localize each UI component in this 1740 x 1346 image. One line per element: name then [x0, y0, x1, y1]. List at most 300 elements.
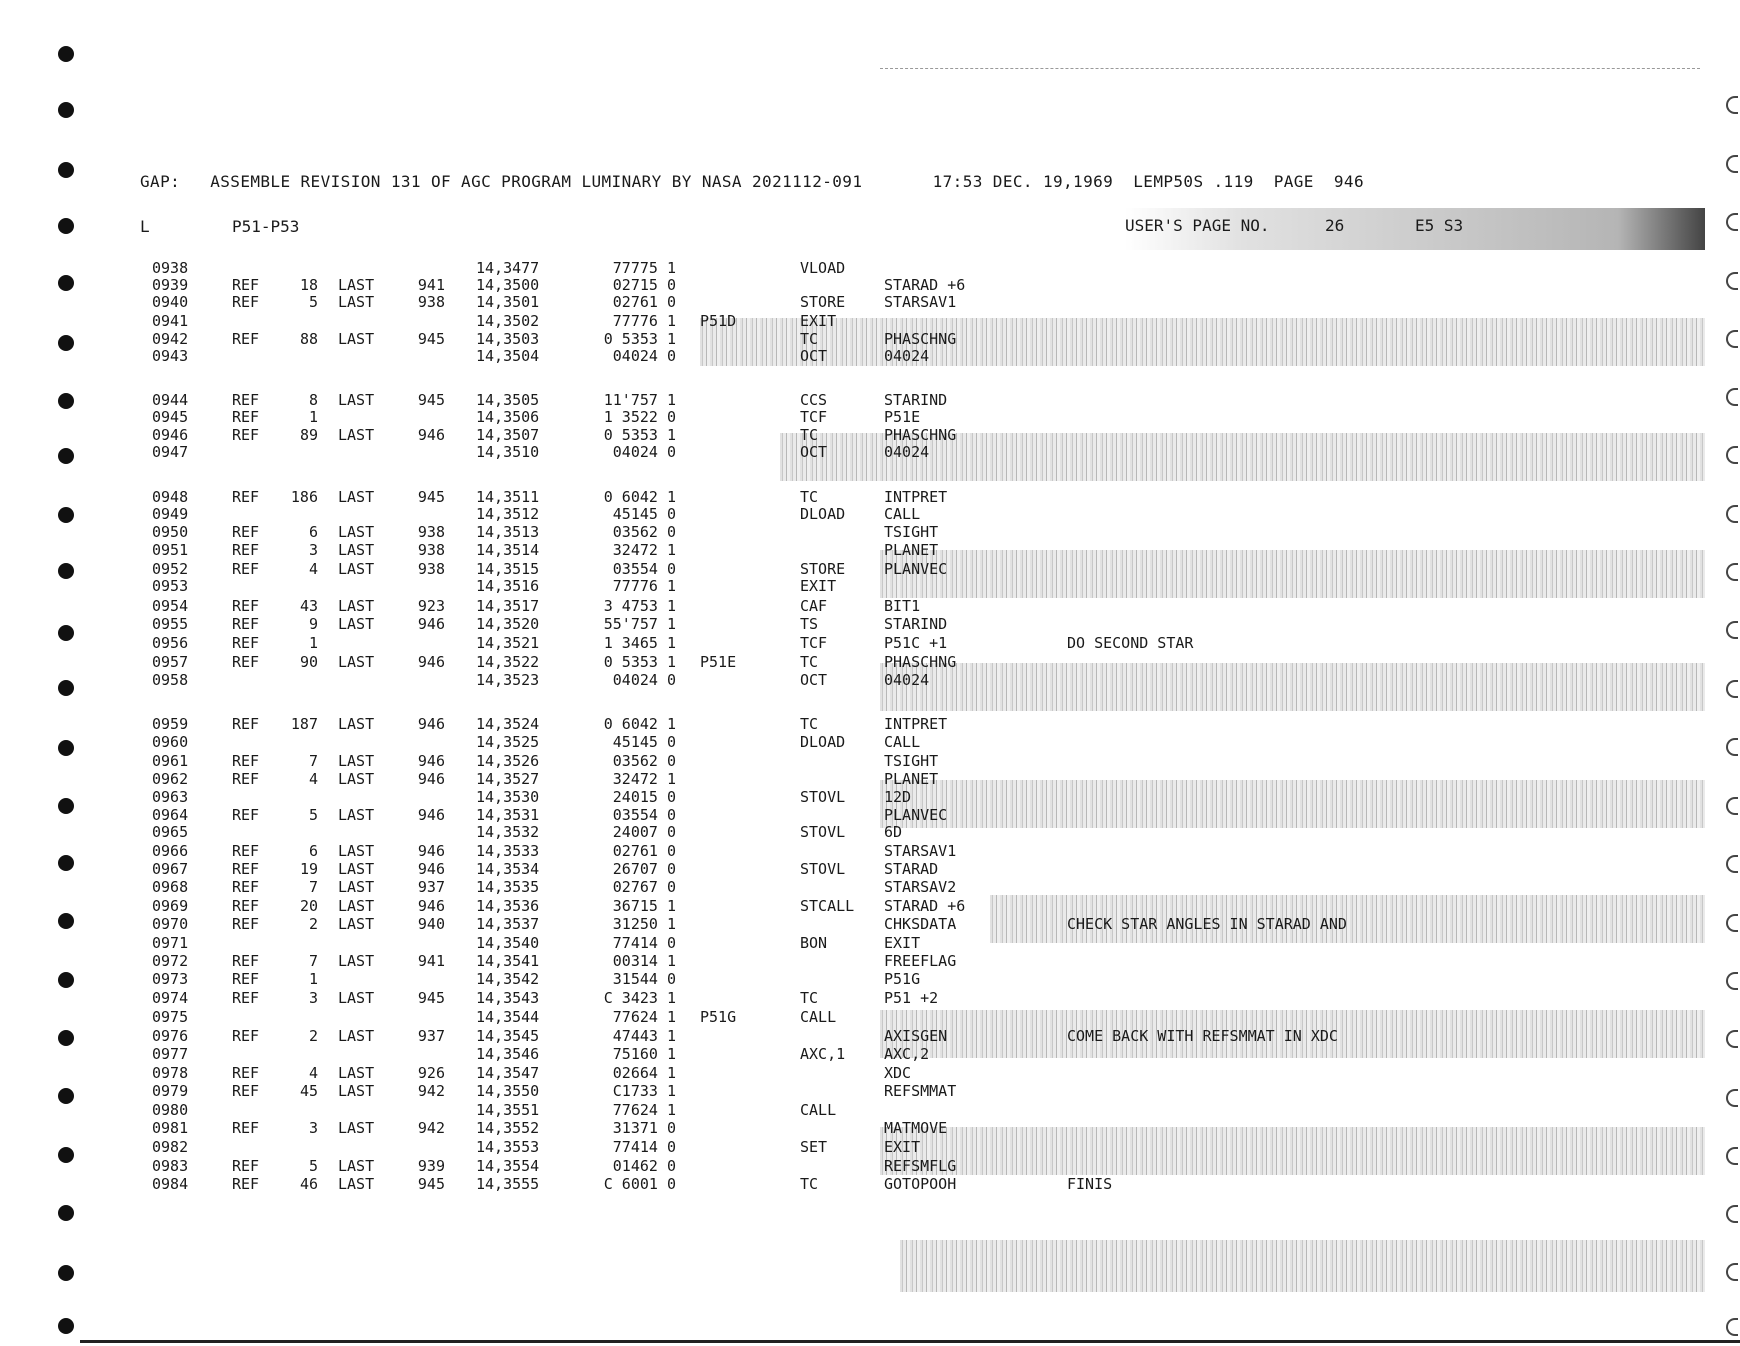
listing-operand: 04024: [884, 671, 930, 689]
listing-octal: 02767 0: [612, 878, 676, 896]
listing-addr: 14,3513: [476, 523, 540, 541]
listing-octal: 77775 1: [612, 259, 676, 277]
listing-octal: 45145 0: [612, 505, 676, 523]
listing-row: [0, 1175, 1740, 1194]
listing-lastn: 941: [417, 276, 445, 294]
listing-octal: 03554 0: [612, 560, 676, 578]
punch-hole: [58, 162, 74, 178]
listing-refn: 5: [308, 806, 318, 824]
listing-operand: P51C +1: [884, 634, 948, 652]
listing-addr: 14,3530: [476, 788, 540, 806]
listing-op: EXIT: [800, 312, 837, 330]
listing-refn: 1: [308, 634, 318, 652]
listing-operand: STARSAV1: [884, 842, 957, 860]
listing-ref: REF: [232, 897, 260, 915]
listing-ref: REF: [232, 806, 260, 824]
listing-refn: 7: [308, 952, 318, 970]
listing-row: [0, 952, 1740, 971]
punch-hole-right: [1726, 1318, 1738, 1336]
listing-op: TC: [800, 715, 819, 733]
listing-addr: 14,3546: [476, 1045, 540, 1063]
listing-header: GAP: ASSEMBLE REVISION 131 OF AGC PROGRAM LUMINARY BY NASA 2021112-091 17:53 DEC. 19,1969 LEMP50S .119 PAGE 946: [140, 172, 1365, 191]
listing-ref: REF: [232, 1027, 260, 1045]
listing-last: LAST: [338, 915, 375, 933]
listing-operand: AXISGEN: [884, 1027, 948, 1045]
listing-operand: REFSMFLG: [884, 1157, 957, 1175]
listing-addr: 14,3522: [476, 653, 540, 671]
listing-seq: 0953: [152, 577, 189, 595]
listing-row: [0, 347, 1740, 366]
listing-octal: 02761 0: [612, 842, 676, 860]
listing-operand: STARAD: [884, 860, 939, 878]
listing-refn: 186: [290, 488, 318, 506]
listing-operand: 04024: [884, 347, 930, 365]
listing-refn: 6: [308, 842, 318, 860]
listing-lastn: 938: [417, 560, 445, 578]
listing-operand: AXC,2: [884, 1045, 930, 1063]
listing-octal: 47443 1: [612, 1027, 676, 1045]
listing-op: TC: [800, 1175, 819, 1193]
listing-operand: CALL: [884, 733, 921, 751]
listing-row: [0, 1119, 1740, 1138]
listing-seq: 0948: [152, 488, 189, 506]
listing-octal: 04024 0: [612, 443, 676, 461]
listing-addr: 14,3541: [476, 952, 540, 970]
listing-lastn: 946: [417, 653, 445, 671]
listing-seq: 0938: [152, 259, 189, 277]
listing-row: [0, 443, 1740, 462]
listing-op: TC: [800, 330, 819, 348]
listing-operand: REFSMMAT: [884, 1082, 957, 1100]
listing-lastn: 945: [417, 488, 445, 506]
listing-octal: 04024 0: [612, 347, 676, 365]
listing-operand: EXIT: [884, 1138, 921, 1156]
listing-ref: REF: [232, 878, 260, 896]
listing-op: VLOAD: [800, 259, 846, 277]
listing-ref: REF: [232, 770, 260, 788]
listing-last: LAST: [338, 1157, 375, 1175]
listing-ref: REF: [232, 860, 260, 878]
listing-octal: 03554 0: [612, 806, 676, 824]
listing-addr: 14,3551: [476, 1101, 540, 1119]
listing-octal: 24015 0: [612, 788, 676, 806]
listing-comment: FINIS: [1067, 1175, 1113, 1193]
listing-operand: STARIND: [884, 615, 948, 633]
listing-ref: REF: [232, 560, 260, 578]
listing-addr: 14,3523: [476, 671, 540, 689]
listing-lastn: 946: [417, 897, 445, 915]
listing-row: [0, 505, 1740, 524]
section-title: P51-P53: [232, 217, 300, 236]
listing-addr: 14,3517: [476, 597, 540, 615]
listing-lastn: 939: [417, 1157, 445, 1175]
listing-octal: 75160 1: [612, 1045, 676, 1063]
listing-addr: 14,3520: [476, 615, 540, 633]
listing-row: [0, 1101, 1740, 1120]
listing-seq: 0957: [152, 653, 189, 671]
listing-operand: PHASCHNG: [884, 653, 957, 671]
punch-hole: [58, 1318, 74, 1334]
listing-op: STOVL: [800, 823, 846, 841]
listing-octal: 03562 0: [612, 523, 676, 541]
listing-seq: 0965: [152, 823, 189, 841]
listing-refn: 45: [299, 1082, 318, 1100]
listing-ref: REF: [232, 952, 260, 970]
listing-addr: 14,3537: [476, 915, 540, 933]
listing-last: LAST: [338, 878, 375, 896]
listing-octal: 32472 1: [612, 541, 676, 559]
listing-octal: C 6001 0: [603, 1175, 676, 1193]
listing-op: CCS: [800, 391, 828, 409]
listing-addr: 14,3524: [476, 715, 540, 733]
listing-octal: 04024 0: [612, 671, 676, 689]
listing-last: LAST: [338, 842, 375, 860]
listing-addr: 14,3531: [476, 806, 540, 824]
listing-addr: 14,3500: [476, 276, 540, 294]
listing-lastn: 946: [417, 860, 445, 878]
listing-operand: P51G: [884, 970, 921, 988]
listing-seq: 0967: [152, 860, 189, 878]
listing-addr: 14,3547: [476, 1064, 540, 1082]
listing-comment: COME BACK WITH REFSMMAT IN XDC: [1067, 1027, 1338, 1045]
listing-row: [0, 897, 1740, 916]
listing-ref: REF: [232, 426, 260, 444]
listing-row: [0, 408, 1740, 427]
listing-refn: 9: [308, 615, 318, 633]
listing-addr: 14,3510: [476, 443, 540, 461]
listing-addr: 14,3477: [476, 259, 540, 277]
listing-ref: REF: [232, 989, 260, 1007]
listing-operand: P51E: [884, 408, 921, 426]
punch-hole: [58, 218, 74, 234]
listing-seq: 0978: [152, 1064, 189, 1082]
listing-ref: REF: [232, 597, 260, 615]
listing-row: [0, 989, 1740, 1008]
listing-addr: 14,3540: [476, 934, 540, 952]
listing-last: LAST: [338, 541, 375, 559]
listing-row: [0, 970, 1740, 989]
listing-addr: 14,3503: [476, 330, 540, 348]
listing-seq: 0979: [152, 1082, 189, 1100]
listing-seq: 0962: [152, 770, 189, 788]
listing-last: LAST: [338, 615, 375, 633]
listing-addr: 14,3550: [476, 1082, 540, 1100]
listing-lastn: 946: [417, 806, 445, 824]
listing-octal: 36715 1: [612, 897, 676, 915]
listing-refn: 46: [299, 1175, 318, 1193]
punch-hole: [58, 102, 74, 118]
listing-ref: REF: [232, 523, 260, 541]
listing-seq: 0968: [152, 878, 189, 896]
listing-seq: 0949: [152, 505, 189, 523]
listing-addr: 14,3527: [476, 770, 540, 788]
listing-seq: 0950: [152, 523, 189, 541]
listing-operand: PLANET: [884, 770, 939, 788]
listing-row: [0, 1045, 1740, 1064]
listing-octal: 0 5353 1: [603, 653, 676, 671]
listing-refn: 8: [308, 391, 318, 409]
listing-octal: 01462 0: [612, 1157, 676, 1175]
listing-ref: REF: [232, 1175, 260, 1193]
listing-octal: 31544 0: [612, 970, 676, 988]
listing-lastn: 941: [417, 952, 445, 970]
listing-row: [0, 860, 1740, 879]
listing-last: LAST: [338, 770, 375, 788]
listing-row: [0, 1138, 1740, 1157]
listing-refn: 1: [308, 970, 318, 988]
listing-refn: 4: [308, 1064, 318, 1082]
listing-octal: 31371 0: [612, 1119, 676, 1137]
listing-lastn: 945: [417, 330, 445, 348]
listing-seq: 0983: [152, 1157, 189, 1175]
listing-operand: GOTOPOOH: [884, 1175, 957, 1193]
listing-last: LAST: [338, 860, 375, 878]
listing-ref: REF: [232, 970, 260, 988]
listing-seq: 0984: [152, 1175, 189, 1193]
listing-label: P51D: [700, 312, 737, 330]
listing-seq: 0947: [152, 443, 189, 461]
listing-ref: REF: [232, 615, 260, 633]
listing-ref: REF: [232, 752, 260, 770]
listing-seq: 0940: [152, 293, 189, 311]
listing-op: OCT: [800, 443, 828, 461]
margin-mark: L: [140, 217, 150, 236]
listing-seq: 0942: [152, 330, 189, 348]
listing-operand: 6D: [884, 823, 903, 841]
listing-operand: INTPRET: [884, 488, 948, 506]
listing-addr: 14,3506: [476, 408, 540, 426]
listing-last: LAST: [338, 1064, 375, 1082]
listing-operand: FREEFLAG: [884, 952, 957, 970]
listing-ref: REF: [232, 634, 260, 652]
listing-octal: 03562 0: [612, 752, 676, 770]
listing-refn: 18: [299, 276, 318, 294]
listing-label: P51E: [700, 653, 737, 671]
listing-ref: REF: [232, 842, 260, 860]
listing-operand: STARAD +6: [884, 897, 966, 915]
listing-octal: 24007 0: [612, 823, 676, 841]
listing-refn: 88: [299, 330, 318, 348]
listing-refn: 6: [308, 523, 318, 541]
listing-octal: 11'757 1: [603, 391, 676, 409]
listing-row: [0, 752, 1740, 771]
listing-operand: PLANET: [884, 541, 939, 559]
listing-addr: 14,3543: [476, 989, 540, 1007]
listing-row: [0, 312, 1740, 331]
listing-ref: REF: [232, 915, 260, 933]
listing-last: LAST: [338, 989, 375, 1007]
listing-operand: 04024: [884, 443, 930, 461]
listing-op: TC: [800, 989, 819, 1007]
punch-hole: [58, 1205, 74, 1221]
listing-refn: 20: [299, 897, 318, 915]
listing-octal: 77776 1: [612, 312, 676, 330]
listing-addr: 14,3534: [476, 860, 540, 878]
page-bottom-rule: [80, 1340, 1740, 1343]
listing-lastn: 946: [417, 715, 445, 733]
tear-line: [880, 68, 1700, 70]
listing-operand: INTPRET: [884, 715, 948, 733]
listing-lastn: 945: [417, 989, 445, 1007]
listing-seq: 0954: [152, 597, 189, 615]
listing-refn: 43: [299, 597, 318, 615]
listing-refn: 5: [308, 1157, 318, 1175]
listing-row: [0, 770, 1740, 789]
listing-row: [0, 597, 1740, 616]
listing-addr: 14,3555: [476, 1175, 540, 1193]
listing-operand: 12D: [884, 788, 912, 806]
listing-last: LAST: [338, 391, 375, 409]
listing-addr: 14,3532: [476, 823, 540, 841]
listing-ref: REF: [232, 653, 260, 671]
listing-refn: 4: [308, 770, 318, 788]
listing-seq: 0981: [152, 1119, 189, 1137]
listing-octal: 0 5353 1: [603, 330, 676, 348]
listing-operand: P51 +2: [884, 989, 939, 1007]
listing-row: [0, 1157, 1740, 1176]
listing-last: LAST: [338, 330, 375, 348]
listing-operand: TSIGHT: [884, 752, 939, 770]
listing-row: [0, 577, 1740, 596]
listing-operand: XDC: [884, 1064, 912, 1082]
listing-seq: 0973: [152, 970, 189, 988]
listing-refn: 2: [308, 915, 318, 933]
listing-seq: 0966: [152, 842, 189, 860]
listing-op: CAF: [800, 597, 828, 615]
listing-row: [0, 523, 1740, 542]
listing-last: LAST: [338, 1119, 375, 1137]
listing-operand: EXIT: [884, 934, 921, 952]
listing-ref: REF: [232, 408, 260, 426]
listing-seq: 0969: [152, 897, 189, 915]
listing-lastn: 946: [417, 770, 445, 788]
listing-op: STCALL: [800, 897, 855, 915]
listing-last: LAST: [338, 1082, 375, 1100]
listing-refn: 7: [308, 752, 318, 770]
user-page-code: E5 S3: [1415, 216, 1464, 235]
listing-last: LAST: [338, 293, 375, 311]
listing-octal: 77624 1: [612, 1101, 676, 1119]
listing-lastn: 937: [417, 878, 445, 896]
listing-op: AXC,1: [800, 1045, 846, 1063]
punch-hole-right: [1726, 1205, 1738, 1223]
scan-shading: [900, 1240, 1705, 1292]
listing-last: LAST: [338, 426, 375, 444]
listing-octal: 3 4753 1: [603, 597, 676, 615]
listing-ref: REF: [232, 293, 260, 311]
listing-addr: 14,3515: [476, 560, 540, 578]
listing-addr: 14,3552: [476, 1119, 540, 1137]
listing-addr: 14,3525: [476, 733, 540, 751]
listing-octal: 45145 0: [612, 733, 676, 751]
listing-last: LAST: [338, 523, 375, 541]
listing-refn: 3: [308, 541, 318, 559]
listing-row: [0, 293, 1740, 312]
listing-seq: 0941: [152, 312, 189, 330]
user-page-number: 26: [1325, 216, 1345, 235]
listing-lastn: 942: [417, 1082, 445, 1100]
listing-refn: 3: [308, 989, 318, 1007]
listing-addr: 14,3505: [476, 391, 540, 409]
listing-octal: 00314 1: [612, 952, 676, 970]
listing-op: DLOAD: [800, 733, 846, 751]
listing-refn: 3: [308, 1119, 318, 1137]
listing-operand: TSIGHT: [884, 523, 939, 541]
listing-octal: C 3423 1: [603, 989, 676, 1007]
listing-comment: DO SECOND STAR: [1067, 634, 1194, 652]
listing-row: [0, 934, 1740, 953]
listing-row: [0, 878, 1740, 897]
listing-addr: 14,3544: [476, 1008, 540, 1026]
listing-refn: 2: [308, 1027, 318, 1045]
listing-octal: 02715 0: [612, 276, 676, 294]
listing-seq: 0964: [152, 806, 189, 824]
listing-op: BON: [800, 934, 828, 952]
listing-refn: 90: [299, 653, 318, 671]
listing-lastn: 945: [417, 1175, 445, 1193]
listing-last: LAST: [338, 597, 375, 615]
listing-octal: 77414 0: [612, 934, 676, 952]
punch-hole-right: [1726, 96, 1738, 114]
listing-last: LAST: [338, 653, 375, 671]
listing-seq: 0939: [152, 276, 189, 294]
listing-addr: 14,3502: [476, 312, 540, 330]
listing-refn: 89: [299, 426, 318, 444]
listing-comment: CHECK STAR ANGLES IN STARAD AND: [1067, 915, 1347, 933]
listing-operand: PHASCHNG: [884, 330, 957, 348]
listing-seq: 0945: [152, 408, 189, 426]
listing-seq: 0943: [152, 347, 189, 365]
punch-hole-right: [1726, 213, 1738, 231]
listing-operand: PLANVEC: [884, 560, 948, 578]
listing-addr: 14,3535: [476, 878, 540, 896]
punch-hole-right: [1726, 1263, 1738, 1281]
listing-refn: 187: [290, 715, 318, 733]
listing-ref: REF: [232, 1082, 260, 1100]
listing-addr: 14,3554: [476, 1157, 540, 1175]
listing-operand: STARSAV1: [884, 293, 957, 311]
listing-refn: 19: [299, 860, 318, 878]
listing-last: LAST: [338, 715, 375, 733]
listing-refn: 1: [308, 408, 318, 426]
punch-hole: [58, 1265, 74, 1281]
listing-op: TCF: [800, 408, 828, 426]
listing-operand: CHKSDATA: [884, 915, 957, 933]
listing-operand: MATMOVE: [884, 1119, 948, 1137]
listing-addr: 14,3526: [476, 752, 540, 770]
listing-row: [0, 788, 1740, 807]
listing-refn: 5: [308, 293, 318, 311]
listing-op: OCT: [800, 671, 828, 689]
listing-seq: 0975: [152, 1008, 189, 1026]
listing-seq: 0960: [152, 733, 189, 751]
punch-hole: [58, 46, 74, 62]
user-page-label: USER'S PAGE NO.: [1125, 216, 1270, 235]
listing-octal: 55'757 1: [603, 615, 676, 633]
listing-row: [0, 1082, 1740, 1101]
listing-refn: 7: [308, 878, 318, 896]
user-page-banner: [1125, 208, 1705, 250]
listing-ref: REF: [232, 541, 260, 559]
listing-ref: REF: [232, 488, 260, 506]
listing-lastn: 926: [417, 1064, 445, 1082]
listing-row: [0, 823, 1740, 842]
listing-lastn: 937: [417, 1027, 445, 1045]
listing-lastn: 945: [417, 391, 445, 409]
listing-addr: 14,3511: [476, 488, 540, 506]
listing-lastn: 946: [417, 842, 445, 860]
listing-last: LAST: [338, 560, 375, 578]
